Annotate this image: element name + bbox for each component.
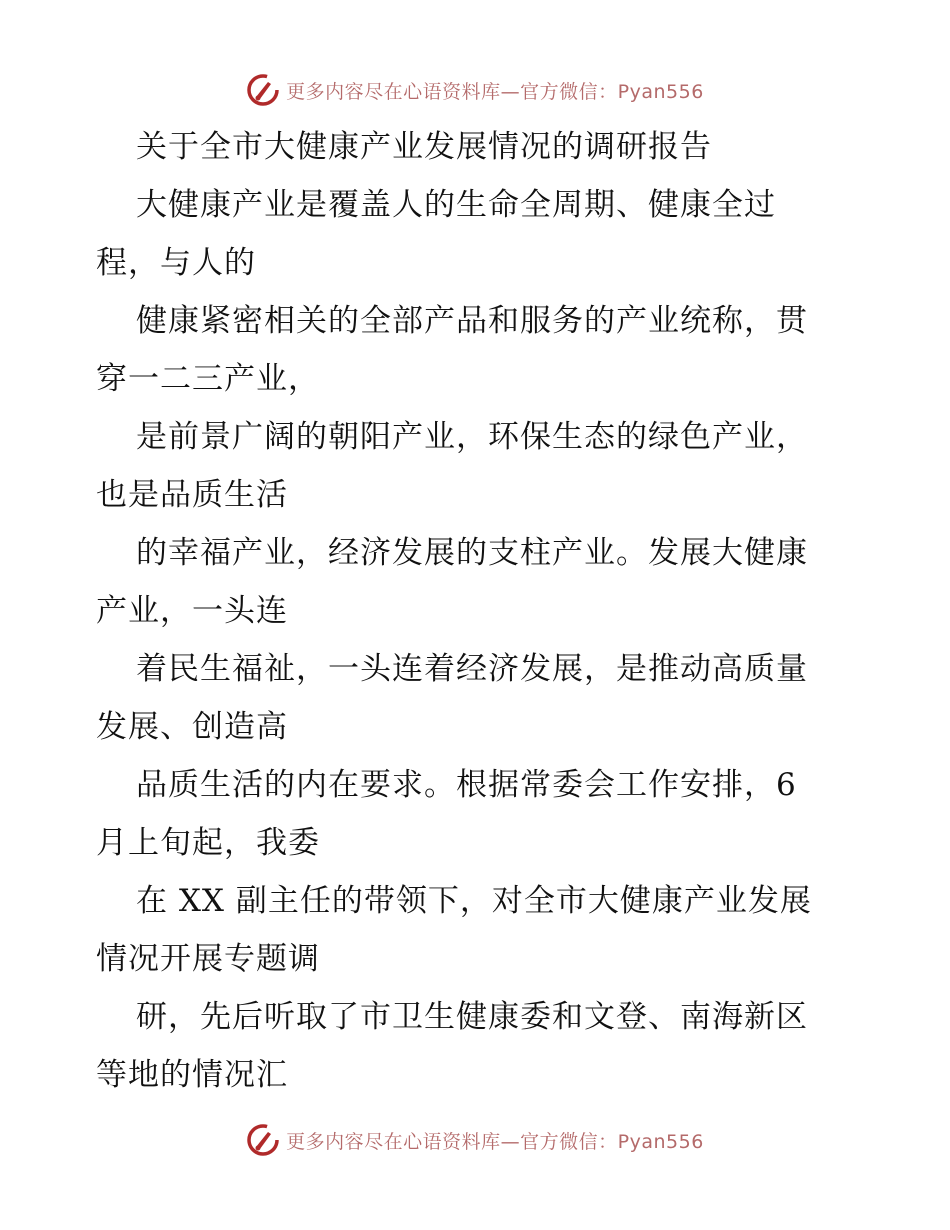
footer-banner-text: 更多内容尽在心语资料库—官方微信：Pyan556 — [286, 1130, 704, 1153]
paragraph-line: 着民生福祉，一头连着经济发展，是推动高质量 — [136, 651, 808, 687]
paragraph-line: 情况开展专题调 — [96, 941, 320, 977]
paragraph-line: 等地的情况汇 — [96, 1057, 288, 1093]
paragraph-line: 在 XX 副主任的带领下，对全市大健康产业发展 — [136, 883, 812, 919]
paragraph-line: 发展、创造高 — [96, 709, 288, 745]
paragraph-line: 月上旬起，我委 — [96, 825, 320, 861]
paragraph-line: 的幸福产业，经济发展的支柱产业。发展大健康 — [136, 535, 808, 571]
paragraph-line: 品质生活的内在要求。根据常委会工作安排，6 — [136, 767, 797, 803]
footer-banner — [0, 1120, 950, 1160]
paragraph-line: 是前景广阔的朝阳产业，环保生态的绿色产业， — [136, 419, 808, 455]
brush-seal-logo-icon — [246, 73, 280, 107]
document-body — [96, 118, 856, 1104]
brush-seal-logo-icon — [246, 1123, 280, 1157]
paragraph-line: 大健康产业是覆盖人的生命全周期、健康全过 — [136, 187, 776, 223]
paragraph-line: 也是品质生活 — [96, 477, 288, 513]
header-banner — [0, 70, 950, 110]
paragraph-line: 穿一二三产业， — [96, 361, 320, 397]
header-banner-text: 更多内容尽在心语资料库—官方微信：Pyan556 — [286, 80, 704, 103]
paragraph-line: 产业，一头连 — [96, 593, 288, 629]
paragraph-line: 研，先后听取了市卫生健康委和文登、南海新区 — [136, 999, 808, 1035]
document-title: 关于全市大健康产业发展情况的调研报告 — [136, 129, 712, 165]
paragraph-line: 程，与人的 — [96, 245, 256, 281]
paragraph-line: 健康紧密相关的全部产品和服务的产业统称，贯 — [136, 303, 808, 339]
